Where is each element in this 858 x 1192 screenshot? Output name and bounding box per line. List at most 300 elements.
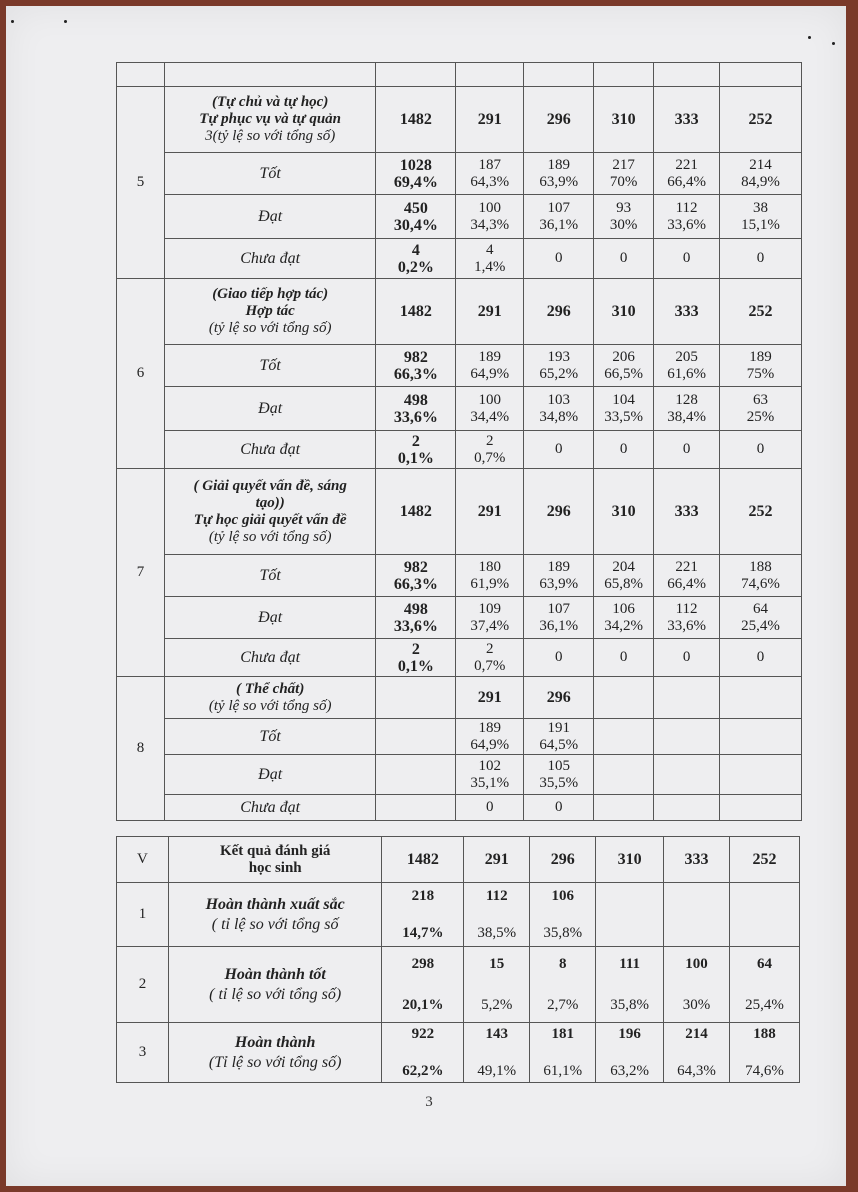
cell-text: 0	[682, 441, 691, 457]
cell-text: 205	[675, 348, 698, 365]
value-cell	[654, 431, 720, 469]
cell-text: 221	[675, 156, 698, 173]
cell-text: 2	[486, 640, 494, 657]
section-title	[164, 469, 376, 555]
cell-text: 2	[138, 976, 147, 992]
section-number	[117, 279, 165, 469]
cell-text: 33,6%	[393, 617, 438, 635]
cell-text: (Tự chủ và tự học)	[212, 94, 329, 110]
value-cell	[654, 345, 720, 387]
cell-text: học sinh	[248, 859, 302, 876]
section-title	[164, 279, 376, 345]
total-cell	[376, 677, 456, 719]
blank-cell	[594, 63, 654, 87]
result-value-cell	[664, 1023, 730, 1083]
cell-text: 0	[619, 250, 628, 266]
value-cell	[654, 719, 720, 755]
count-text: 64	[757, 955, 772, 972]
total-cell	[654, 279, 720, 345]
cell-text: Kết quả đánh giá	[219, 842, 331, 859]
total-cell	[376, 279, 456, 345]
cell-text: 64,9%	[470, 736, 510, 753]
cell-text: 291	[477, 303, 502, 320]
value-cell	[376, 153, 456, 195]
total-cell	[664, 837, 730, 883]
value-cell	[524, 431, 594, 469]
result-value-cell	[596, 1023, 664, 1083]
cell-text: 128	[675, 391, 698, 408]
value-cell	[376, 719, 456, 755]
value-cell	[376, 239, 456, 279]
cell-text: 66,4%	[667, 173, 706, 190]
cell-text: 66,3%	[393, 365, 438, 383]
blank-cell	[524, 63, 594, 87]
cell-text: 291	[477, 689, 502, 706]
count-text: 143	[485, 1025, 509, 1042]
cell-text: Tốt	[259, 165, 281, 182]
value-cell	[376, 755, 456, 795]
table-row	[117, 639, 802, 677]
percent-text: 35,8%	[543, 924, 583, 941]
cell-text: 0,7%	[474, 657, 506, 674]
value-cell	[654, 639, 720, 677]
rating-label	[164, 345, 376, 387]
cell-text: Chưa đạt	[240, 441, 301, 458]
value-cell	[654, 195, 720, 239]
section-number	[117, 837, 169, 883]
cell-text: 180	[478, 558, 502, 575]
section-header-row	[117, 279, 802, 345]
value-cell	[654, 555, 720, 597]
percent-text: 49,1%	[477, 1062, 517, 1079]
cell-text: 7	[136, 564, 145, 580]
total-cell	[720, 469, 802, 555]
value-cell	[524, 755, 594, 795]
cell-text: 0	[554, 649, 563, 665]
cell-text: 1,4%	[474, 258, 506, 275]
section-title	[168, 837, 382, 883]
cell-text: ( Thể chất)	[236, 680, 305, 697]
speck-mark	[64, 20, 67, 23]
percent-text: 2,7%	[547, 996, 579, 1013]
count-text: 181	[551, 1025, 574, 1042]
cell-text: 33,6%	[393, 408, 438, 426]
result-header-row	[117, 837, 800, 883]
cell-text: 34,3%	[470, 216, 510, 233]
cell-text: 189	[478, 719, 502, 736]
cell-text: 64,3%	[470, 173, 510, 190]
cell-text: 93	[616, 199, 632, 216]
cell-text: 112	[675, 199, 698, 216]
total-cell	[596, 837, 664, 883]
table-row	[117, 795, 802, 821]
value-cell	[524, 345, 594, 387]
result-value-cell	[530, 883, 596, 947]
total-cell	[530, 837, 596, 883]
cell-text: 0	[682, 250, 691, 266]
page-number: 3	[425, 1094, 433, 1110]
cell-text: (tỷ lệ so với tổng số)	[208, 320, 332, 336]
cell-text: 36,1%	[539, 216, 579, 233]
cell-text: 206	[612, 348, 635, 365]
value-cell	[654, 795, 720, 821]
cell-text: Tốt	[259, 728, 281, 745]
cell-text: 61,6%	[667, 365, 706, 382]
total-cell	[456, 87, 524, 153]
table-row	[117, 431, 802, 469]
cell-text: 65,2%	[539, 365, 579, 382]
cell-text: 252	[748, 111, 773, 128]
cell-text: Chưa đạt	[240, 649, 301, 666]
value-cell	[456, 639, 524, 677]
cell-text: 102	[478, 757, 502, 774]
value-cell	[594, 555, 654, 597]
cell-text: ( tỉ lệ so với tổng số	[211, 915, 339, 933]
value-cell	[376, 387, 456, 431]
cell-text: 37,4%	[470, 617, 510, 634]
cell-text: ( tỉ lệ so với tổng số)	[209, 985, 342, 1003]
cell-text: ( Giải quyết vấn đề, sáng	[193, 477, 347, 494]
result-row	[117, 1023, 800, 1083]
competency-table	[116, 62, 802, 821]
total-cell	[594, 279, 654, 345]
cell-text: 107	[547, 199, 570, 216]
cell-text: V	[137, 851, 148, 867]
count-text: 112	[485, 887, 508, 904]
cell-text: 66,5%	[604, 365, 644, 382]
cell-text: 252	[752, 851, 777, 868]
value-cell	[594, 597, 654, 639]
cell-text: tạo))	[255, 494, 285, 511]
value-cell	[524, 153, 594, 195]
result-value-cell	[730, 947, 800, 1023]
total-cell	[456, 677, 524, 719]
cell-text: 0,1%	[397, 657, 434, 675]
cell-text: 189	[478, 348, 502, 365]
speck-mark	[11, 20, 14, 23]
cell-text: 2	[486, 432, 494, 449]
result-value-cell	[596, 883, 664, 947]
total-cell	[730, 837, 800, 883]
percent-text: 38,5%	[477, 924, 517, 941]
table-row	[117, 195, 802, 239]
cell-text: Đạt	[258, 400, 283, 417]
cell-text: 63	[753, 391, 769, 408]
count-text: 15	[489, 955, 505, 972]
value-cell	[720, 387, 802, 431]
cell-text: 498	[403, 391, 428, 409]
table-row	[117, 719, 802, 755]
result-value-cell	[382, 947, 464, 1023]
cell-text: 74,6%	[741, 575, 780, 592]
cell-text: 63,9%	[539, 575, 579, 592]
value-cell	[720, 153, 802, 195]
cell-text: 109	[478, 600, 502, 617]
value-cell	[456, 795, 524, 821]
cell-text: 296	[546, 503, 571, 520]
cell-text: 0	[554, 441, 563, 457]
cell-text: 3	[138, 1044, 147, 1060]
value-cell	[456, 195, 524, 239]
total-cell	[654, 677, 720, 719]
cell-text: 0	[756, 250, 765, 266]
cell-text: 0,1%	[397, 449, 434, 467]
cell-text: 1482	[399, 503, 432, 520]
total-cell	[594, 469, 654, 555]
total-cell	[524, 677, 594, 719]
cell-text: 66,3%	[393, 575, 438, 593]
percent-text: 14,7%	[402, 924, 444, 941]
value-cell	[654, 387, 720, 431]
cell-text: 100	[478, 391, 502, 408]
cell-text: 70%	[609, 173, 638, 190]
cell-text: 1	[138, 906, 147, 922]
cell-text: 310	[611, 303, 636, 320]
cell-text: 982	[403, 558, 428, 576]
rating-label	[164, 755, 376, 795]
value-cell	[654, 239, 720, 279]
total-cell	[524, 87, 594, 153]
value-cell	[456, 719, 524, 755]
rating-label	[164, 153, 376, 195]
rating-label	[164, 795, 376, 821]
cell-text: 105	[547, 757, 570, 774]
cell-text: 221	[675, 558, 698, 575]
cell-text: 296	[546, 111, 571, 128]
blank-cell	[456, 63, 524, 87]
cell-text: 982	[403, 348, 428, 366]
cell-text: 15,1%	[741, 216, 780, 233]
cell-text: 189	[547, 558, 570, 575]
cell-text: 35,5%	[539, 774, 579, 791]
section-number	[117, 87, 165, 279]
cell-text: (tỷ lệ so với tổng số)	[208, 697, 332, 714]
cell-text: 34,8%	[539, 408, 579, 425]
percent-text: 30%	[682, 996, 711, 1013]
cell-text: 191	[547, 719, 570, 736]
cell-text: 2	[411, 432, 420, 450]
cell-text: 1482	[406, 851, 439, 868]
section-title	[164, 87, 376, 153]
value-cell	[720, 719, 802, 755]
rating-label	[164, 387, 376, 431]
value-cell	[594, 239, 654, 279]
rating-label	[164, 639, 376, 677]
cell-text: 204	[612, 558, 635, 575]
value-cell	[720, 345, 802, 387]
cell-text: 0	[756, 649, 765, 665]
rating-label	[164, 195, 376, 239]
cell-text: 296	[546, 303, 571, 320]
cell-text: Chưa đạt	[240, 250, 301, 267]
value-cell	[524, 795, 594, 821]
cell-text: (tỷ lệ so với tổng số)	[208, 528, 332, 545]
section-title	[164, 677, 376, 719]
count-text: 922	[411, 1025, 435, 1042]
cell-text: 1482	[399, 303, 432, 320]
blank-cell	[117, 63, 165, 87]
cell-text: 217	[612, 156, 635, 173]
value-cell	[524, 597, 594, 639]
cell-text: 75%	[746, 365, 775, 382]
percent-text: 20,1%	[402, 996, 444, 1013]
cell-text: Chưa đạt	[240, 799, 301, 816]
blank-cell	[376, 63, 456, 87]
cell-text: 34,4%	[470, 408, 510, 425]
value-cell	[456, 755, 524, 795]
value-cell	[376, 555, 456, 597]
cell-text: 103	[547, 391, 570, 408]
cell-text: Đạt	[258, 208, 283, 225]
value-cell	[720, 639, 802, 677]
cell-text: 69,4%	[393, 173, 438, 191]
total-cell	[376, 87, 456, 153]
total-cell	[456, 279, 524, 345]
result-value-cell	[530, 947, 596, 1023]
count-text: 188	[753, 1025, 776, 1042]
cell-text: 0,2%	[397, 258, 434, 276]
cell-text: 333	[674, 503, 699, 520]
speck-mark	[832, 42, 835, 45]
cell-text: 36,1%	[539, 617, 579, 634]
cell-text: 35,1%	[470, 774, 510, 791]
cell-text: 61,9%	[470, 575, 510, 592]
value-cell	[594, 795, 654, 821]
result-value-cell	[730, 1023, 800, 1083]
cell-text: 189	[547, 156, 570, 173]
cell-text: 1028	[399, 156, 432, 174]
count-text: 111	[619, 955, 641, 972]
student-result-table	[116, 836, 800, 1083]
row-number	[117, 947, 169, 1023]
value-cell	[376, 795, 456, 821]
cell-text: 1482	[399, 111, 432, 128]
percent-text: 62,2%	[402, 1062, 444, 1079]
table-row	[117, 755, 802, 795]
total-cell	[654, 469, 720, 555]
cell-text: 189	[749, 348, 772, 365]
total-cell	[654, 87, 720, 153]
cell-text: 214	[749, 156, 772, 173]
value-cell	[594, 719, 654, 755]
section-number	[117, 677, 165, 821]
value-cell	[376, 597, 456, 639]
row-number	[117, 883, 169, 947]
cell-text: 0	[619, 649, 628, 665]
cell-text: 30,4%	[393, 216, 438, 234]
cell-text: 187	[478, 156, 502, 173]
cell-text: 34,2%	[604, 617, 644, 634]
count-text: 298	[411, 955, 435, 972]
count-text: 8	[558, 955, 567, 972]
value-cell	[456, 555, 524, 597]
result-value-cell	[530, 1023, 596, 1083]
cell-text: 333	[674, 111, 699, 128]
total-cell	[594, 677, 654, 719]
count-text: 218	[411, 887, 435, 904]
value-cell	[524, 639, 594, 677]
cell-text: 64	[753, 600, 769, 617]
value-cell	[594, 195, 654, 239]
value-cell	[524, 719, 594, 755]
value-cell	[456, 431, 524, 469]
table-row	[117, 555, 802, 597]
result-title	[168, 1023, 382, 1083]
cell-text: 3(tỷ lệ so với tổng số)	[205, 128, 336, 144]
cell-text: 6	[136, 365, 145, 381]
cell-text: 38,4%	[667, 408, 706, 425]
cell-text: 0	[756, 441, 765, 457]
blank-cell	[164, 63, 376, 87]
value-cell	[524, 555, 594, 597]
value-cell	[524, 195, 594, 239]
table-row	[117, 345, 802, 387]
result-value-cell	[464, 947, 530, 1023]
value-cell	[456, 387, 524, 431]
cell-text: Hoàn thành tốt	[224, 965, 326, 983]
table-header-blank-row	[117, 63, 802, 87]
total-cell	[456, 469, 524, 555]
value-cell	[720, 431, 802, 469]
result-value-cell	[464, 883, 530, 947]
result-title	[168, 947, 382, 1023]
cell-text: 333	[684, 851, 709, 868]
value-cell	[720, 555, 802, 597]
result-title	[168, 883, 382, 947]
value-cell	[594, 345, 654, 387]
total-cell	[376, 469, 456, 555]
row-number	[117, 1023, 169, 1083]
section-header-row	[117, 87, 802, 153]
percent-text: 35,8%	[610, 996, 649, 1013]
cell-text: 64,5%	[539, 736, 579, 753]
cell-text: 84,9%	[741, 173, 780, 190]
cell-text: Hoàn thành	[234, 1033, 316, 1051]
value-cell	[456, 597, 524, 639]
cell-text: 0,7%	[474, 449, 506, 466]
value-cell	[376, 639, 456, 677]
cell-text: 107	[547, 600, 570, 617]
table-row	[117, 239, 802, 279]
cell-text: 66,4%	[667, 575, 706, 592]
result-row	[117, 883, 800, 947]
total-cell	[524, 279, 594, 345]
value-cell	[456, 239, 524, 279]
cell-text: 33,5%	[604, 408, 644, 425]
cell-text: 296	[550, 851, 575, 868]
value-cell	[524, 239, 594, 279]
cell-text: 63,9%	[539, 173, 579, 190]
count-text: 214	[685, 1025, 708, 1042]
cell-text: 112	[675, 600, 698, 617]
value-cell	[720, 755, 802, 795]
value-cell	[594, 639, 654, 677]
value-cell	[654, 153, 720, 195]
cell-text: (Giao tiếp hợp tác)	[212, 286, 329, 302]
total-cell	[382, 837, 464, 883]
cell-text: 4	[411, 241, 420, 259]
cell-text: (Tỉ lệ so với tổng số)	[208, 1053, 342, 1071]
cell-text: 310	[611, 111, 636, 128]
rating-label	[164, 431, 376, 469]
total-cell	[720, 87, 802, 153]
value-cell	[720, 795, 802, 821]
count-text: 100	[685, 955, 708, 972]
section-number	[117, 469, 165, 677]
cell-text: 188	[749, 558, 772, 575]
rating-label	[164, 597, 376, 639]
count-text: 196	[618, 1025, 641, 1042]
